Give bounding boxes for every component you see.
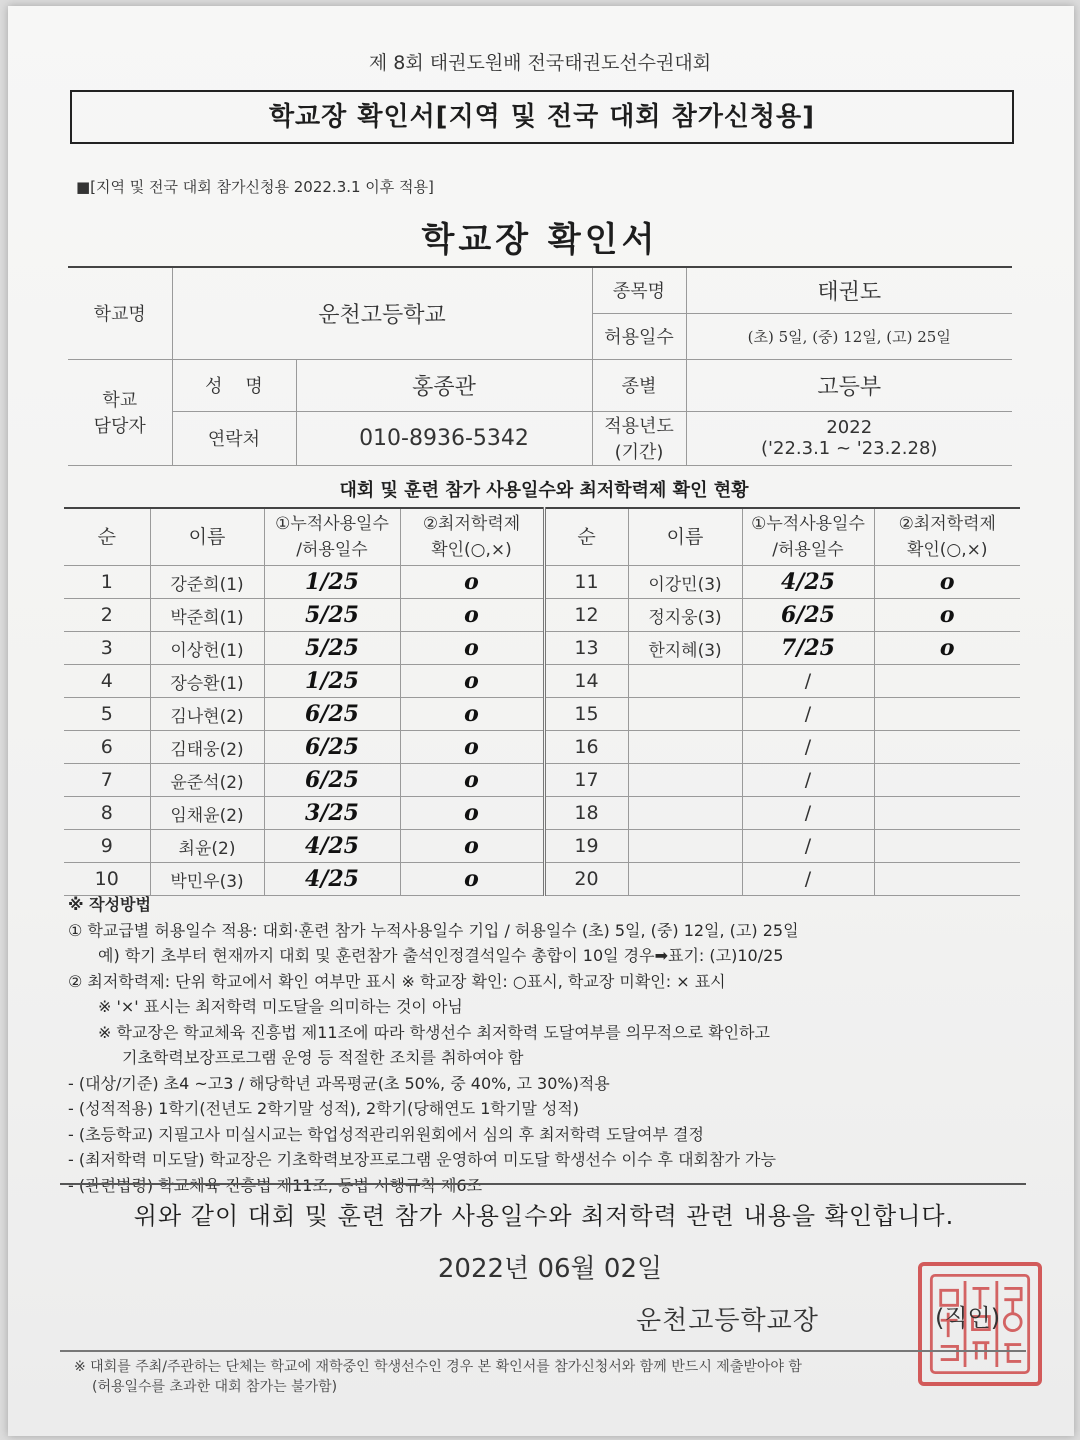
student-name	[628, 731, 742, 764]
student-name	[628, 830, 742, 863]
student-name: 윤준석(2)	[150, 764, 264, 797]
academic-check: o	[400, 731, 544, 764]
section-title: 대회 및 훈련 참가 사용일수와 최저학력제 확인 현황	[339, 480, 749, 501]
footnote-line: ※ 대회를 주최/주관하는 단체는 학교에 재학중인 학생선수인 경우 본 확인서를 참가신청서와 함께 반드시 제출받아야 함	[74, 1359, 802, 1375]
col-check-left	[400, 508, 544, 566]
student-name	[628, 764, 742, 797]
days-used: /	[742, 830, 874, 863]
days-used: /	[742, 764, 874, 797]
academic-check: o	[400, 566, 544, 599]
confirmation-statement: 위와 같이 대회 및 훈련 참가 사용일수와 최저학력 관련 내용을 확인합니다.	[133, 1202, 955, 1230]
days-used: 4/25	[264, 863, 400, 896]
col-name-right: 이름	[628, 508, 742, 566]
academic-check	[874, 797, 1020, 830]
row-no: 10	[64, 863, 150, 896]
days-used: 5/25	[264, 632, 400, 665]
instruction-line: ② 최저학력제: 단위 학교에서 확인 여부만 표시 ※ 학교장 확인: ○표시, 학교장 미확인: × 표시	[68, 971, 726, 991]
school-name-value: 운천고등학교	[172, 267, 592, 359]
academic-check	[874, 731, 1020, 764]
student-name: 정지웅(3)	[628, 599, 742, 632]
row-no: 8	[64, 797, 150, 830]
days-used: /	[742, 698, 874, 731]
days-used: 6/25	[264, 698, 400, 731]
instruction-line: 기초학력보장프로그램 운영 등 적절한 조치를 취하여야 함	[122, 1048, 524, 1067]
instruction-line: 예) 학기 초부터 현재까지 대회 및 훈련참가 출석인정결석일수 총합이 10일 경우➡표기: (고)10/25	[98, 946, 784, 965]
col-no-left: 순	[64, 508, 150, 566]
manager-name-label: 성 명	[172, 359, 296, 411]
days-used: 1/25	[264, 665, 400, 698]
year-number: 2022	[826, 417, 873, 438]
row-no: 12	[544, 599, 628, 632]
col-no-right: 순	[544, 508, 628, 566]
row-no: 14	[544, 665, 628, 698]
allowed-days-value: (초) 5일, (중) 12일, (고) 25일	[686, 313, 1012, 359]
academic-check: o	[400, 599, 544, 632]
instruction-line: ※ '×' 표시는 최저학력 미도달을 의미하는 것이 아님	[98, 997, 463, 1016]
manager-label	[68, 359, 172, 465]
instruction-line: - (대상/기준) 초4 ~고3 / 해당학년 과목평균(초 50%, 중 40%, 고 30%)적용	[68, 1073, 610, 1093]
student-name: 임채윤(2)	[150, 797, 264, 830]
document-title-box: 학교장 확인서[지역 및 전국 대회 참가신청용]	[70, 90, 1014, 144]
instruction-line: - (초등학교) 지필고사 미실시교는 학업성적관리위원회에서 심의 후 최저학력 도달여부 결정	[68, 1124, 704, 1144]
year-label-line2: (기간)	[614, 442, 664, 463]
row-no: 1	[64, 566, 150, 599]
col-check-left-l2: 확인(○,×)	[431, 540, 512, 560]
academic-check: o	[874, 599, 1020, 632]
table-header-row	[64, 508, 1020, 566]
days-used: /	[742, 797, 874, 830]
student-name	[628, 863, 742, 896]
instruction-line: ① 학교급별 허용일수 적용: 대회·훈련 참가 누적사용일수 기입 / 허용일수 (초) 5일, (중) 12일, (고) 25일	[68, 920, 799, 940]
contact-value: 010-8936-5342	[296, 411, 592, 465]
student-name: 최윤(2)	[150, 830, 264, 863]
year-period: ('22.3.1 ~ '23.2.28)	[761, 438, 938, 459]
col-check-right-l1: ②최저학력제	[898, 514, 996, 534]
academic-check: o	[400, 632, 544, 665]
academic-check	[874, 698, 1020, 731]
footnote-line: (허용일수를 초과한 대회 참가는 불가함)	[92, 1379, 338, 1395]
sport-value: 태권도	[686, 267, 1012, 313]
issue-date: 2022년 06월 02일	[437, 1254, 663, 1284]
table-row	[64, 731, 1020, 764]
col-days-right-l2: /허용일수	[772, 540, 844, 560]
year-value	[686, 411, 1012, 465]
col-check-right-l2: 확인(○,×)	[906, 540, 988, 560]
col-days-right	[742, 508, 874, 566]
year-label-line1: 적용년도	[604, 416, 674, 437]
manager-label-line2: 담당자	[93, 416, 146, 437]
col-name-left: 이름	[150, 508, 264, 566]
days-used: 6/25	[742, 599, 874, 632]
seal-label: (직인)	[935, 1304, 1001, 1332]
instruction-line: - (관련법령) 학교체육 진흥법 제11조, 동법 시행규칙 제6조	[68, 1175, 483, 1195]
table-row	[64, 830, 1020, 863]
academic-check	[874, 665, 1020, 698]
footnote	[74, 1357, 802, 1397]
division-value: 고등부	[686, 359, 1012, 411]
table-row	[64, 599, 1020, 632]
student-name	[628, 665, 742, 698]
school-name-label: 학교명	[68, 267, 172, 359]
allowed-days-label: 허용일수	[592, 313, 686, 359]
table-row	[64, 566, 1020, 599]
divider	[60, 1183, 1026, 1185]
instruction-line: - (최저학력 미도달) 학교장은 기초학력보장프로그램 운영하여 미도달 학생선수 이수 후 대회참가 가능	[68, 1150, 776, 1169]
days-used: 6/25	[264, 764, 400, 797]
row-no: 13	[544, 632, 628, 665]
manager-label-line1: 학교	[102, 390, 138, 411]
days-used: 5/25	[264, 599, 400, 632]
row-no: 5	[64, 698, 150, 731]
days-used: 7/25	[742, 632, 874, 665]
row-no: 3	[64, 632, 150, 665]
student-name: 박준희(1)	[150, 599, 264, 632]
divider	[60, 1350, 1026, 1352]
instructions	[68, 892, 1028, 1198]
academic-check	[874, 830, 1020, 863]
days-used: 6/25	[264, 731, 400, 764]
days-used: 4/25	[264, 830, 400, 863]
academic-check: o	[400, 698, 544, 731]
academic-check: o	[400, 863, 544, 896]
manager-name-value: 홍종관	[296, 359, 592, 411]
table-row	[64, 764, 1020, 797]
row-no: 20	[544, 863, 628, 896]
contact-label: 연락처	[172, 411, 296, 465]
academic-check: o	[874, 632, 1020, 665]
col-days-left-l1: ①누적사용일수	[275, 514, 389, 534]
days-used: /	[742, 731, 874, 764]
days-used: /	[742, 863, 874, 896]
table-row	[64, 698, 1020, 731]
student-name	[628, 797, 742, 830]
applicability-notice: ■[지역 및 전국 대회 참가신청용 2022.3.1 이후 적용]	[76, 178, 434, 196]
academic-check: o	[400, 797, 544, 830]
student-usage-table	[64, 507, 1020, 896]
col-check-right	[874, 508, 1020, 566]
col-days-left	[264, 508, 400, 566]
row-no: 7	[64, 764, 150, 797]
instructions-heading: ※ 작성방법	[68, 895, 151, 914]
academic-check: o	[400, 665, 544, 698]
student-name: 김태웅(2)	[150, 731, 264, 764]
instruction-line: ※ 학교장은 학교체육 진흥법 제11조에 따라 학생선수 최저학력 도달여부를 의무적으로 확인하고	[98, 1022, 770, 1042]
student-name: 김나현(2)	[150, 698, 264, 731]
main-title: 학교장 확인서	[421, 220, 659, 260]
days-used: 1/25	[264, 566, 400, 599]
row-no: 4	[64, 665, 150, 698]
student-name: 박민우(3)	[150, 863, 264, 896]
student-name: 강준희(1)	[150, 566, 264, 599]
row-no: 15	[544, 698, 628, 731]
student-name	[628, 698, 742, 731]
competition-name: 제 8회 태권도원배 전국태권도선수권대회	[368, 52, 712, 74]
student-name: 이강민(3)	[628, 566, 742, 599]
row-no: 11	[544, 566, 628, 599]
row-no: 16	[544, 731, 628, 764]
school-info-table	[68, 266, 1012, 466]
year-label	[592, 411, 686, 465]
student-name: 장승환(1)	[150, 665, 264, 698]
instruction-line: - (성적적용) 1학기(전년도 2학기말 성적), 2학기(당해연도 1학기말 성적)	[68, 1099, 580, 1118]
academic-check	[874, 764, 1020, 797]
academic-check: o	[874, 566, 1020, 599]
table-row	[64, 863, 1020, 896]
days-used: 3/25	[264, 797, 400, 830]
academic-check: o	[400, 764, 544, 797]
col-days-left-l2: /허용일수	[296, 540, 368, 560]
days-used: /	[742, 665, 874, 698]
sport-label: 종목명	[592, 267, 686, 313]
academic-check: o	[400, 830, 544, 863]
table-row	[64, 797, 1020, 830]
row-no: 18	[544, 797, 628, 830]
academic-check	[874, 863, 1020, 896]
row-no: 9	[64, 830, 150, 863]
row-no: 2	[64, 599, 150, 632]
division-label: 종별	[592, 359, 686, 411]
principal-title: 운천고등학교장	[636, 1306, 819, 1336]
student-name: 한지혜(3)	[628, 632, 742, 665]
row-no: 6	[64, 731, 150, 764]
table-row	[64, 665, 1020, 698]
days-used: 4/25	[742, 566, 874, 599]
student-name: 이상헌(1)	[150, 632, 264, 665]
table-row	[64, 632, 1020, 665]
row-no: 19	[544, 830, 628, 863]
row-no: 17	[544, 764, 628, 797]
col-days-right-l1: ①누적사용일수	[751, 514, 865, 534]
col-check-left-l1: ②최저학력제	[422, 514, 521, 534]
